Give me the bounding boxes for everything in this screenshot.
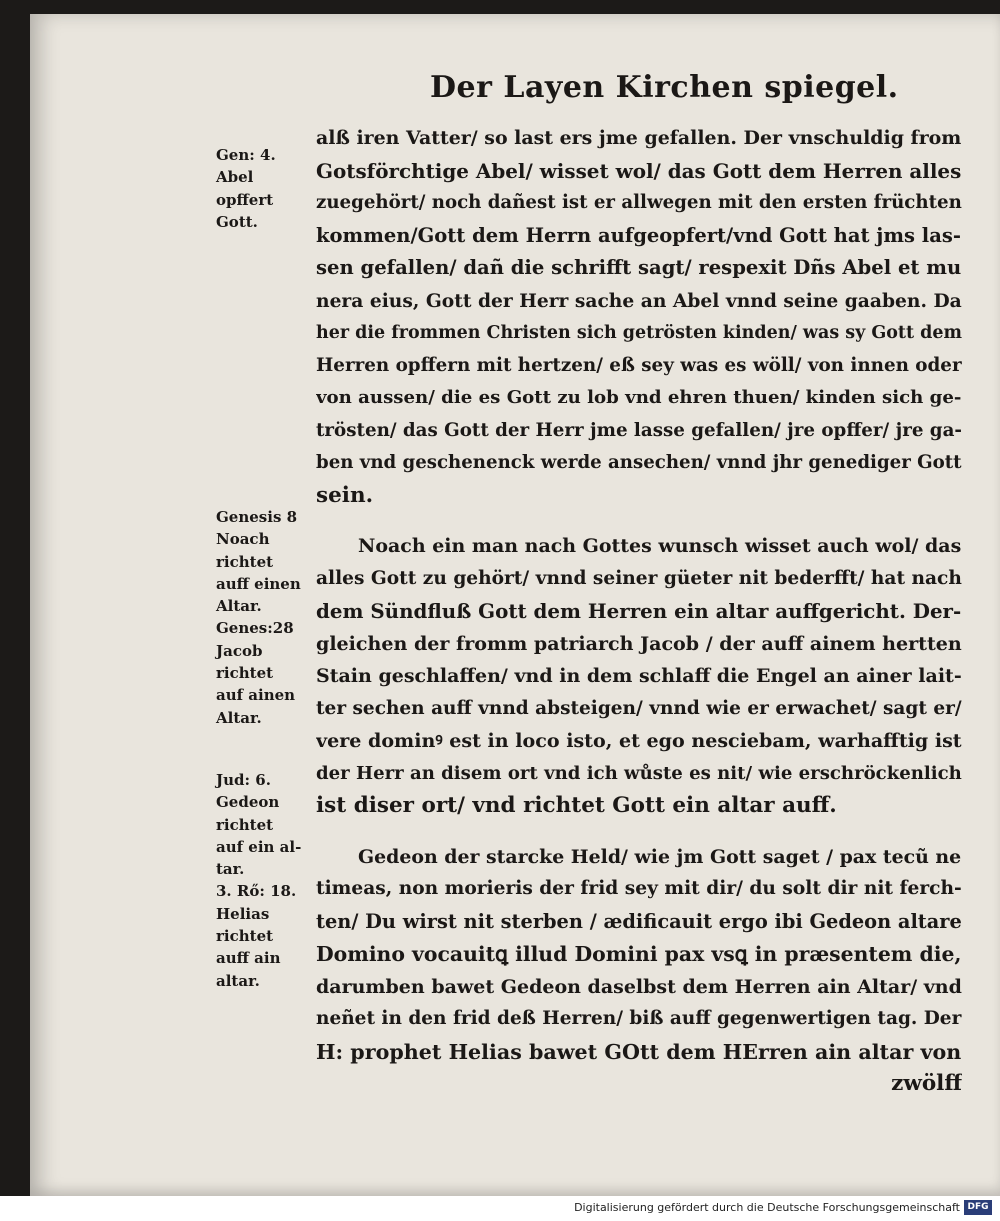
margin-note-line: auff einen <box>216 574 301 593</box>
text-line: Stain geschlaffen/ vnd in dem schlaff die Engel an ainer lait- <box>316 665 962 687</box>
margin-note-line: Gen: 4. <box>216 146 276 164</box>
margin-note-line: auf ein al- <box>216 837 302 856</box>
paragraph <box>316 841 962 1101</box>
margin-note-line: altar. <box>216 971 260 990</box>
margin-note-line: 3. Rő: 18. <box>216 882 297 901</box>
text-line: der Herr an disem ort vnd ich wůste es nit/ wie erschröckenlich <box>316 762 962 784</box>
margin-note-line: Noach <box>216 530 270 549</box>
footer-bar <box>0 1196 1000 1221</box>
margin-note-line: Gedeon <box>216 793 280 812</box>
margin-note-line: Jud: 6. <box>216 771 271 789</box>
margin-note-line: opffert <box>216 190 274 209</box>
text-line: Gotsförchtige Abel/ wisset wol/ das Gott dem Herren alles <box>316 158 962 183</box>
margin-note-line: Genesis 8 <box>216 508 298 526</box>
margin-note-line: richtet <box>216 815 274 834</box>
running-head: Der Layen Kirchen spiegel. <box>430 70 899 105</box>
text-line: sen gefallen/ dañ die schrifft sagt/ respexit Dñs Abel et mu <box>316 256 962 279</box>
catchword: zwölff <box>891 1071 962 1096</box>
text-line: kommen/Gott dem Herrn aufgeopfert/vnd Gott hat jms las- <box>316 223 961 247</box>
body-text <box>316 122 962 1101</box>
margin-note-line: Genes:28 <box>216 619 294 638</box>
margin-note <box>216 769 301 992</box>
margin-note-line: Gott. <box>216 212 258 231</box>
text-line: gleichen der fromm patriarch Jacob / der auff ainem hertten <box>316 632 962 655</box>
text-line: H: prophet Helias bawet GOtt dem HErren ain altar von <box>316 1039 962 1064</box>
text-line: her die frommen Christen sich getrösten kinden/ was sy Gott dem <box>316 323 962 343</box>
text-line: vere dominꝰ est in loco isto, et ego nesciebam, warhafftig ist <box>316 730 962 752</box>
text-line: nera eius, Gott der Herr sache an Abel vnnd seine gaaben. Da <box>316 289 962 312</box>
margin-note-line: auff ain <box>216 949 281 968</box>
margin-note-line: tar. <box>216 860 245 879</box>
paragraph-gap <box>316 512 962 530</box>
text-line: zuegehört/ noch dañest ist er allwegen mit den ersten früchten <box>316 192 962 213</box>
text-line: Herren opffern mit hertzen/ eß sey was es wöll/ von innen oder <box>316 354 962 376</box>
margin-note-line: richtet <box>216 552 274 571</box>
paragraph <box>316 530 962 823</box>
text-line: von aussen/ die es Gott zu lob vnd ehren thuen/ kinden sich ge- <box>316 387 962 408</box>
text-line: trösten/ das Gott der Herr jme lasse gefallen/ jre opffer/ jre ga- <box>316 419 962 441</box>
text-line: alß iren Vatter/ so last ers jme gefallen. Der vnschuldig from <box>316 127 962 149</box>
text-line: ten/ Du wirst nit sterben / ædificauit ergo ibi Gedeon altare <box>316 909 962 933</box>
text-line: ter sechen auff vnnd absteigen/ vnnd wie er erwachet/ sagt er/ <box>316 697 962 719</box>
margin-note-line: richtet <box>216 664 274 683</box>
text-line: sein. <box>316 482 374 508</box>
text-line: Gedeon der starcke Held/ wie jm Gott saget / pax tecũ ne <box>358 845 962 868</box>
text-line: Domino vocauitꝗ illud Domini pax vsꝗ in præsentem die, <box>316 942 962 966</box>
paragraph-gap <box>316 823 962 841</box>
text-line: alles Gott zu gehört/ vnnd seiner güeter nit bederfft/ hat nach <box>316 567 962 589</box>
dfg-logo-icon: DFG <box>964 1200 992 1215</box>
text-line: neñet in den frid deß Herren/ biß auff gegenwertigen tag. Der <box>316 1008 962 1029</box>
margin-note-line: Altar. <box>216 708 262 727</box>
margin-note-line: Abel <box>216 168 254 187</box>
text-line: timeas, non morieris der frid sey mit dir/ du solt dir nit ferch- <box>316 878 962 899</box>
paragraph <box>316 122 962 512</box>
text-line: darumben bawet Gedeon daselbst dem Herren ain Altar/ vnd <box>316 975 962 998</box>
margin-note <box>216 506 301 729</box>
text-line: dem Sündfluß Gott dem Herren ein altar auffgericht. Der- <box>316 599 962 623</box>
margin-note-line: Jacob <box>216 641 263 660</box>
margin-note-line: richtet <box>216 927 274 946</box>
margin-note <box>216 144 276 233</box>
text-line: ist diser ort/ vnd richtet Gott ein altar auff. <box>316 793 837 818</box>
text-line: Noach ein man nach Gottes wunsch wisset auch wol/ das <box>358 535 962 557</box>
text-line: ben vnd geschenenck werde ansechen/ vnnd jhr genediger Gott <box>316 452 962 473</box>
margin-note-line: Altar. <box>216 597 262 616</box>
funding-credit: Digitalisierung gefördert durch die Deutsche Forschungsgemeinschaft <box>574 1201 960 1214</box>
scanned-page <box>30 14 1000 1196</box>
margin-note-line: Helias <box>216 904 270 923</box>
margin-note-line: auf ainen <box>216 686 296 705</box>
